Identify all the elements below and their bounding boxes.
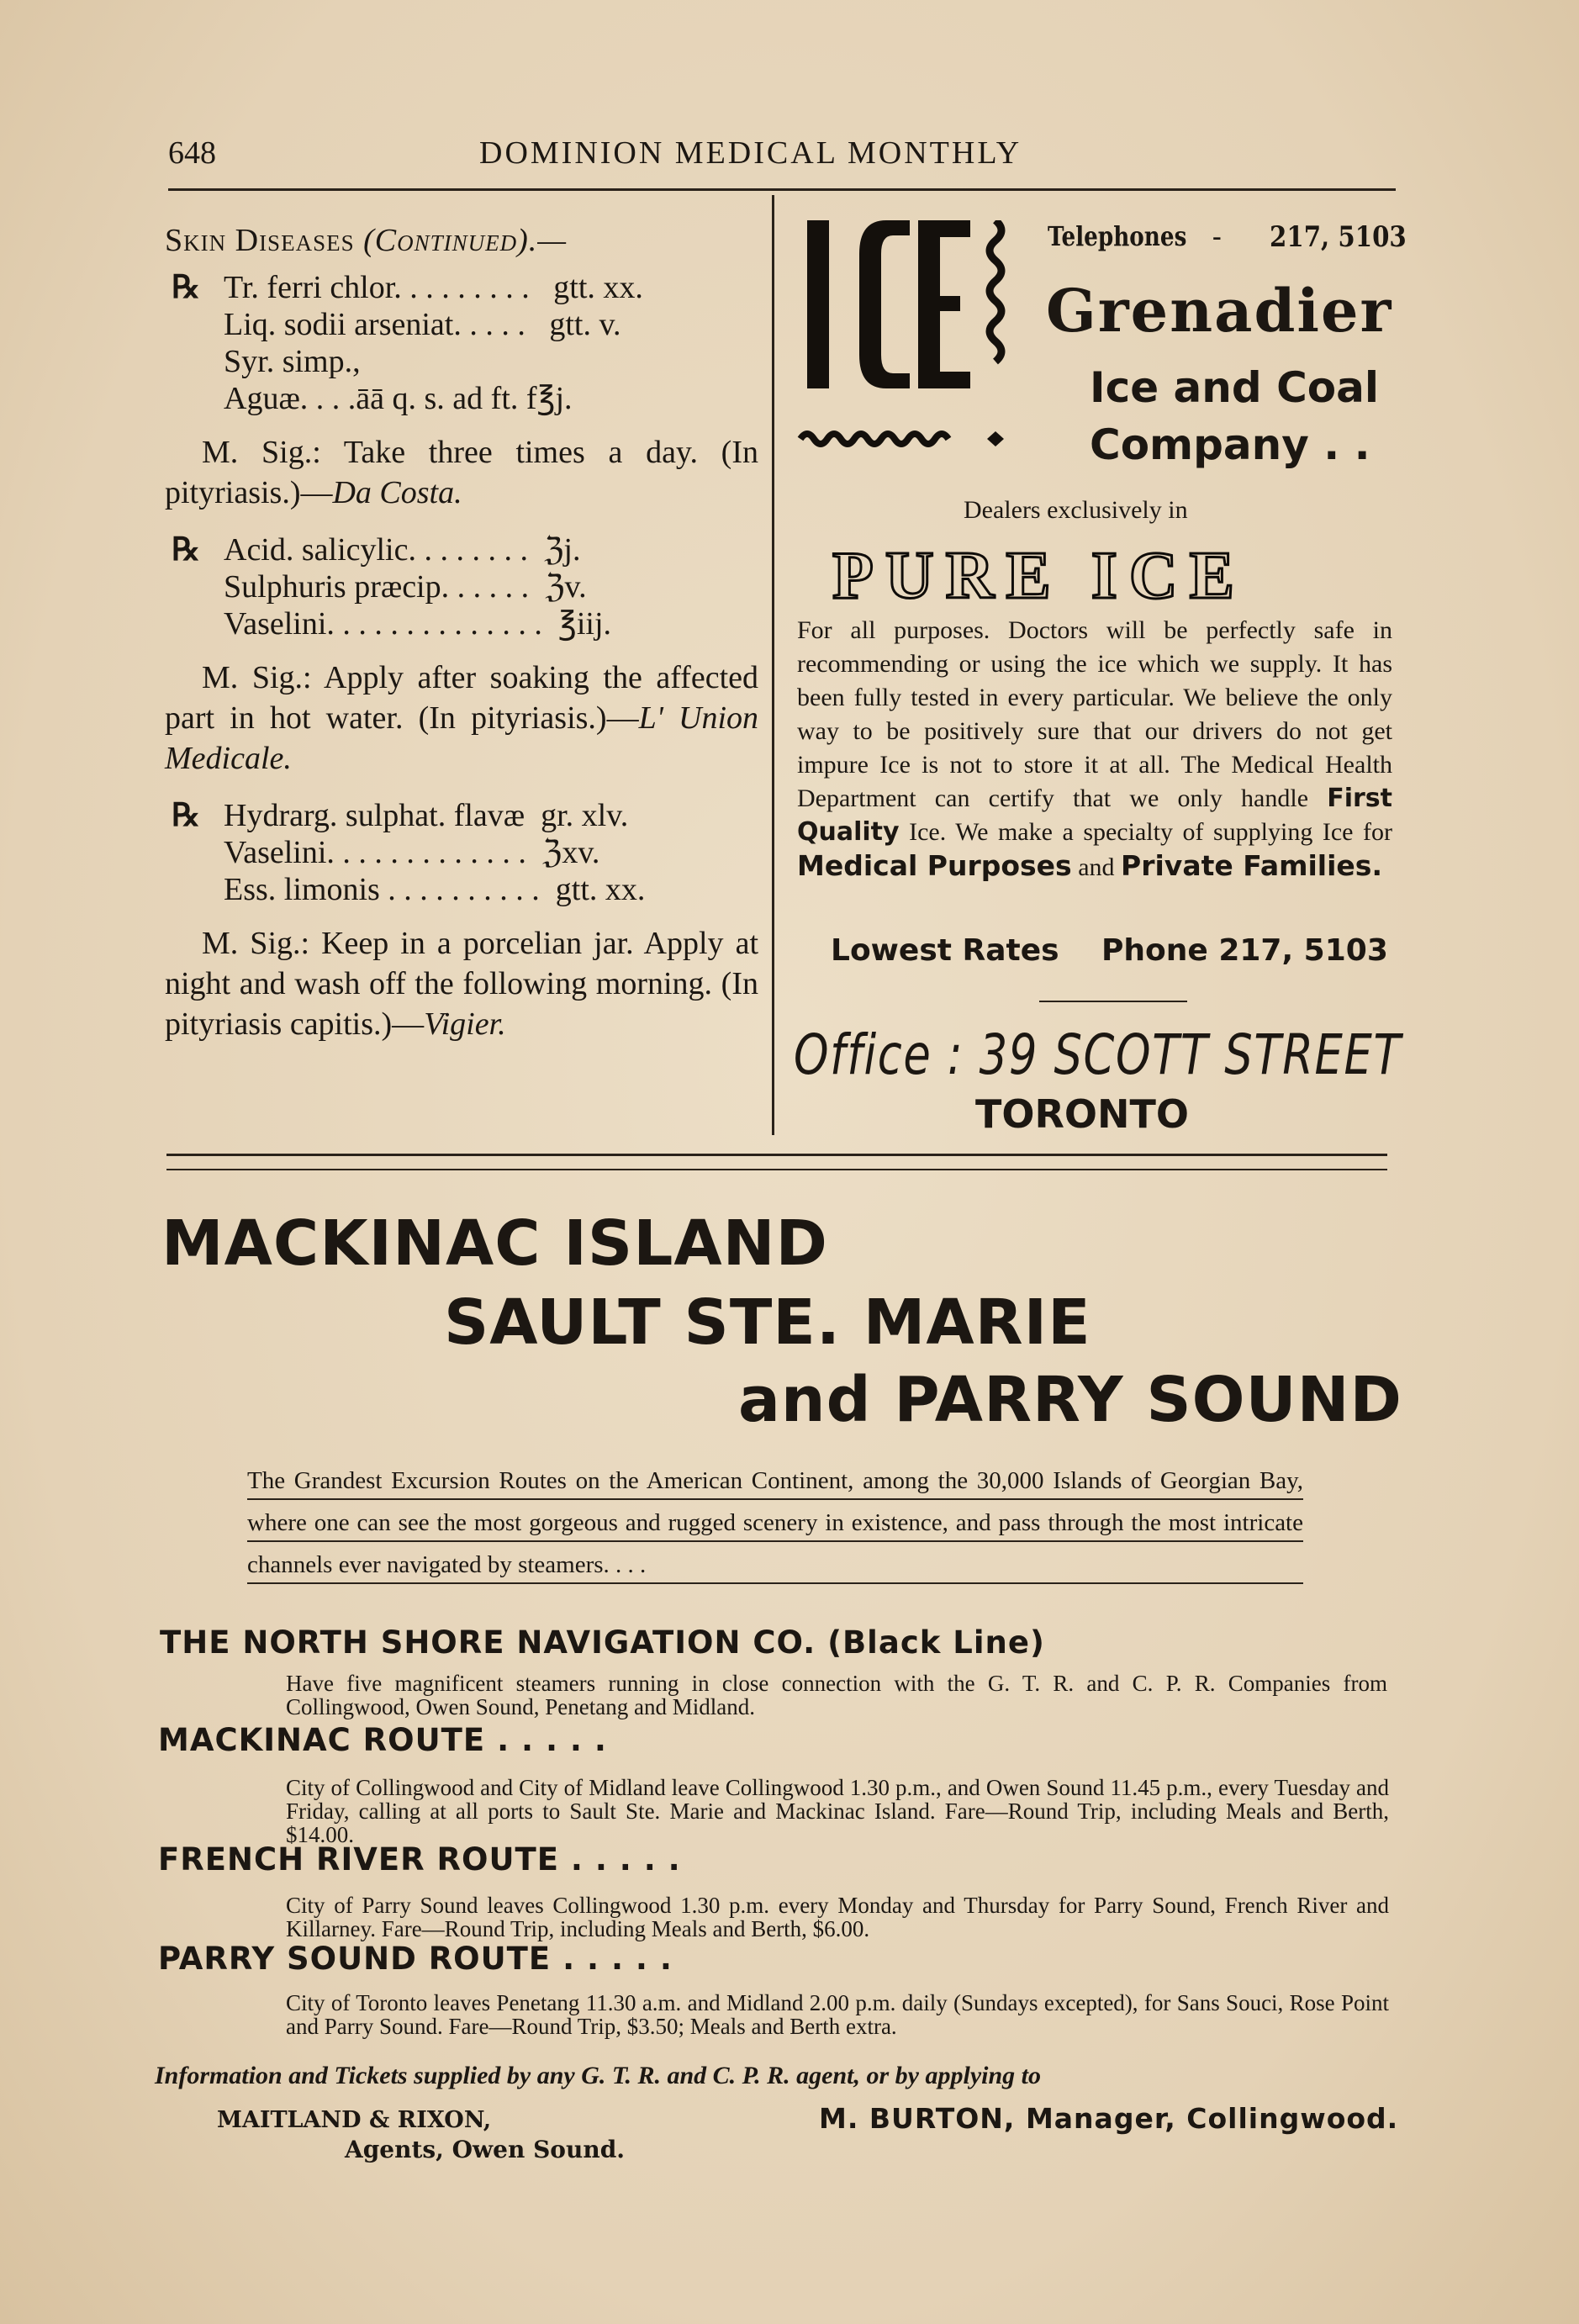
body-emphasis: Private Families.: [1121, 849, 1382, 882]
rx-line: Liq. sodii arseniat. . . . . gtt. v.: [224, 307, 621, 342]
ice-ad-body: [797, 614, 1392, 885]
phone-line: Phone 217, 5103: [1101, 933, 1388, 968]
dealers-line: Dealers exclusively in: [964, 496, 1188, 524]
directions-text: M. Sig.: Take three times a day. (In pityriasis.)—: [165, 435, 758, 510]
intro-paragraph: The Grandest Excursion Routes on the American Continent, among the 30,000 Islands of Georgian Bay, where one can see the most gorgeous and rugged scenery in existence, and pass through the most intricate channels ever navigated by steamers. . . .: [247, 1467, 1303, 1578]
rx-line: Aguæ. . . .āā q. s. ad ft. f℥j.: [224, 381, 573, 416]
company-heading: THE NORTH SHORE NAVIGATION CO. (Black Line): [160, 1624, 1045, 1661]
headline-parry-sound: and PARRY SOUND: [738, 1364, 1402, 1436]
rx-line: Sulphuris præcip. . . . . . ℨv.: [224, 569, 587, 605]
short-divider: [1039, 1001, 1187, 1002]
journal-title: DOMINION MEDICAL MONTHLY: [479, 135, 1022, 171]
rx-line: Vaselini. . . . . . . . . . . . . ℨxv.: [224, 835, 600, 870]
directions-2: [165, 658, 758, 779]
body-text: For all purposes. Doctors will be perfectly safe in recommending or using the ice which we supply. It has been fully tested in every particular. We believe the only way to be positively sure that our drivers do not get impure Ice is not to store it at all. The Medical Health Department can certify that we only handle: [797, 616, 1392, 812]
body-text: and: [1071, 853, 1122, 881]
route-title: MACKINAC ROUTE . . . . .: [158, 1722, 607, 1758]
source-citation: Vigier.: [424, 1006, 506, 1042]
section-rule: [166, 1169, 1387, 1170]
rx-symbol: ℞: [172, 270, 201, 305]
pure-ice-headline: PURE ICE: [832, 539, 1247, 613]
section-title-suffix: (Continued).—: [363, 223, 568, 258]
agents-location: Agents, Owen Sound.: [345, 2136, 626, 2163]
column-divider: [772, 195, 774, 1135]
office-address: Office : 39 SCOTT STREET: [794, 1022, 1402, 1087]
directions-text: M. Sig.: Apply after soaking the affected part in hot water. (In pityriasis.)—: [165, 660, 758, 736]
body-emphasis: First Quality: [797, 784, 1392, 847]
agents-name: MAITLAND & RIXON,: [217, 2107, 492, 2133]
info-line: Information and Tickets supplied by any G. T. R. and C. P. R. agent, or by applying to: [155, 2062, 1041, 2089]
intro-underline: [247, 1540, 1303, 1542]
rx-line: Vaselini. . . . . . . . . . . . . . ℥iij.: [224, 606, 612, 642]
route-text: City of Parry Sound leaves Collingwood 1.30 p.m. every Monday and Thursday for Parry Sound, French River and Killarney. Fare—Round Trip, including Meals and Berth, $6.00.: [286, 1893, 1389, 1941]
section-heading: [165, 220, 758, 261]
company-name: Grenadier: [1046, 276, 1393, 346]
prescription-2: [165, 531, 758, 642]
route-title: FRENCH RIVER ROUTE . . . . .: [158, 1841, 681, 1878]
company-word: Company . .: [1090, 420, 1370, 469]
route-text: City of Collingwood and City of Midland leave Collingwood 1.30 p.m., and Owen Sound 11.45 p.m., every Tuesday and Friday, calling at all ports to Sault Ste. Marie and Mackinac Island. Fare—Round Trip, including Meals and Berth, $14.00.: [286, 1775, 1389, 1847]
ice-logo: [800, 220, 1011, 388]
directions-text: M. Sig.: Keep in a porcelian jar. Apply at night and wash off the following morning. (In pityriasis capitis.)—: [165, 926, 758, 1042]
wavy-ornament: [797, 427, 1007, 451]
telephone-numbers: 217, 5103: [1270, 220, 1407, 254]
rx-line: Tr. ferri chlor. . . . . . . . . gtt. xx.: [224, 270, 643, 305]
skin-diseases-column: [165, 220, 758, 1063]
lowest-rates: Lowest Rates: [831, 933, 1059, 968]
route-title: PARRY SOUND ROUTE . . . . .: [158, 1941, 673, 1977]
rx-line: Hydrarg. sulphat. flavæ gr. xlv.: [224, 798, 629, 833]
source-citation: Da Costa.: [332, 475, 462, 510]
rx-line: Ess. limonis . . . . . . . . . . gtt. xx.: [224, 872, 646, 907]
intro-underline: [247, 1498, 1303, 1500]
headline-mackinac: MACKINAC ISLAND: [161, 1207, 828, 1280]
page-number: 648: [168, 135, 216, 171]
company-text: Have five magnificent steamers running in close connection with the G. T. R. and C. P. R. Companies from Collingwood, Owen Sound, Penetang and Midland.: [286, 1671, 1387, 1719]
rx-symbol: ℞: [172, 532, 201, 568]
rx-symbol: ℞: [172, 798, 201, 833]
telephones-label: Telephones: [1048, 220, 1187, 252]
body-emphasis: Medical Purposes: [797, 849, 1072, 882]
section-title: Skin Diseases: [165, 223, 355, 258]
section-rule: [166, 1154, 1387, 1156]
directions-1: [165, 432, 758, 513]
telephones-dash: -: [1212, 220, 1222, 251]
rx-line: Acid. salicylic. . . . . . . . ℨj.: [224, 532, 581, 568]
prescription-1: [165, 269, 758, 417]
company-subtitle: Ice and Coal: [1090, 363, 1380, 412]
rx-line: Syr. simp.,: [224, 344, 361, 379]
source-citation: L' Union Medicale.: [165, 700, 758, 776]
manager-line: M. BURTON, Manager, Collingwood.: [819, 2102, 1399, 2135]
headline-sault: SAULT STE. MARIE: [444, 1286, 1091, 1359]
office-city: TORONTO: [975, 1091, 1189, 1137]
body-text: Ice. We make a specialty of supplying Ice for: [899, 818, 1392, 846]
directions-3: [165, 923, 758, 1044]
header-rule: [168, 188, 1396, 191]
route-text: City of Toronto leaves Penetang 11.30 a.m. and Midland 2.00 p.m. daily (Sundays excepted), for Sans Souci, Rose Point and Parry Sound. Fare—Round Trip, $3.50; Meals and Berth extra.: [286, 1990, 1389, 2039]
intro-underline: [247, 1582, 1303, 1584]
prescription-3: [165, 797, 758, 908]
